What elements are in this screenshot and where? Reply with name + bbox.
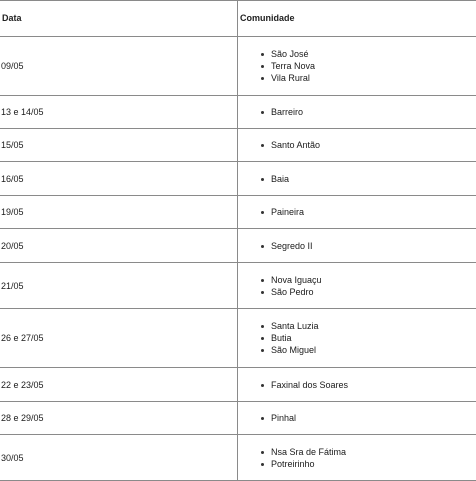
table-row [0,129,476,162]
list-item: São José [261,48,476,60]
list-item: Vila Rural [261,72,476,84]
community-list [261,240,476,252]
table-row [0,263,476,309]
list-item: Butia [261,332,476,344]
community-cell [238,435,476,481]
table-row [0,229,476,263]
community-list [261,106,476,118]
date-cell: 15/05 [0,129,238,162]
list-item: Santa Luzia [261,320,476,332]
list-item: Segredo II [261,240,476,252]
community-list [261,320,476,356]
date-cell: 30/05 [0,435,238,481]
list-item: Potreirinho [261,458,476,470]
community-cell [238,368,476,402]
community-cell [238,263,476,309]
table-row [0,368,476,402]
date-cell: 21/05 [0,263,238,309]
table-row [0,196,476,229]
community-cell [238,129,476,162]
date-cell: 09/05 [0,37,238,96]
date-cell: 20/05 [0,229,238,263]
community-cell [238,37,476,96]
community-list [261,173,476,185]
list-item: Nova Iguaçu [261,274,476,286]
community-cell [238,162,476,196]
header-comunidade: Comunidade [238,1,476,37]
table-row [0,309,476,368]
date-cell: 19/05 [0,196,238,229]
list-item: Terra Nova [261,60,476,72]
table-row [0,37,476,96]
date-cell: 28 e 29/05 [0,402,238,435]
community-cell [238,196,476,229]
community-list [261,48,476,84]
list-item: Baia [261,173,476,185]
list-item: Paineira [261,206,476,218]
list-item: São Miguel [261,344,476,356]
community-cell [238,402,476,435]
table-row [0,162,476,196]
community-cell [238,229,476,263]
community-list [261,274,476,298]
community-cell [238,309,476,368]
community-list [261,379,476,391]
list-item: Nsa Sra de Fátima [261,446,476,458]
date-cell: 13 e 14/05 [0,96,238,129]
community-list [261,412,476,424]
community-list [261,139,476,151]
table-row [0,402,476,435]
list-item: Pinhal [261,412,476,424]
header-row [0,1,476,37]
header-data: Data [0,1,238,37]
date-cell: 26 e 27/05 [0,309,238,368]
date-cell: 16/05 [0,162,238,196]
list-item: Santo Antão [261,139,476,151]
table-row [0,96,476,129]
community-cell [238,96,476,129]
list-item: São Pedro [261,286,476,298]
date-cell: 22 e 23/05 [0,368,238,402]
community-list [261,206,476,218]
list-item: Barreiro [261,106,476,118]
community-list [261,446,476,470]
list-item: Faxinal dos Soares [261,379,476,391]
table-row [0,435,476,481]
